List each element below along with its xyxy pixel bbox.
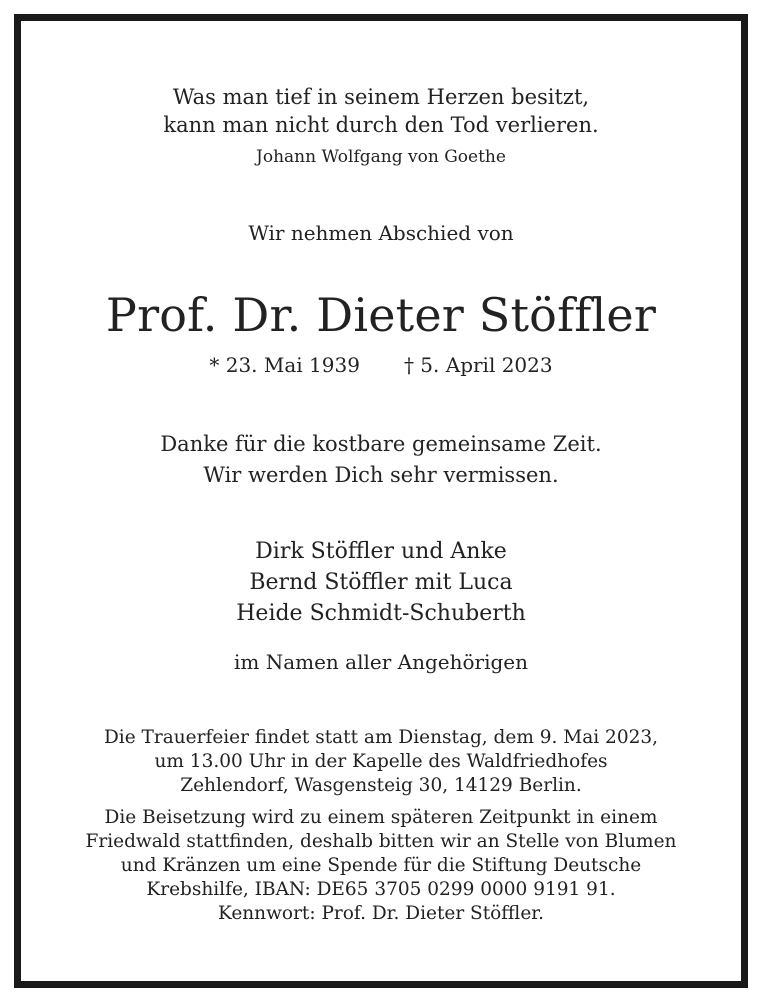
thanks-line: Wir werden Dich sehr vermissen. <box>203 463 559 487</box>
ceremony-line: um 13.00 Uhr in der Kapelle des Waldfriedhofes <box>154 751 608 772</box>
deceased-name: Prof. Dr. Dieter Stöffler <box>105 288 657 342</box>
birth-date: * 23. Mai 1939 <box>209 353 360 377</box>
mourners-list <box>21 536 741 629</box>
burial-line: Krebshilfe, IBAN: DE65 3705 0299 0000 9191 91. <box>146 879 616 900</box>
mourner-name: Heide Schmidt-Schuberth <box>236 601 526 626</box>
ceremony-info <box>21 726 741 798</box>
mourner-name: Dirk Stöffler und Anke <box>255 539 507 564</box>
on-behalf-text: im Namen aller Angehörigen <box>233 650 528 674</box>
thanks-text <box>21 429 741 491</box>
death-date: † 5. April 2023 <box>403 353 553 377</box>
goethe-quote <box>21 83 741 139</box>
burial-line: und Kränzen um eine Spende für die Stiftung Deutsche <box>120 855 642 876</box>
burial-line: Kennwort: Prof. Dr. Dieter Stöffler. <box>218 903 544 924</box>
quote-line: kann man nicht durch den Tod verlieren. <box>163 113 599 137</box>
ceremony-line: Die Trauerfeier findet statt am Dienstag, dem 9. Mai 2023, <box>103 727 659 748</box>
quote-line: Was man tief in seinem Herzen besitzt, <box>172 85 590 109</box>
burial-line: Friedwald stattfinden, deshalb bitten wir an Stelle von Blumen <box>85 831 677 852</box>
life-dates <box>21 351 741 379</box>
burial-line: Die Beisetzung wird zu einem späteren Zeitpunkt in einem <box>104 807 658 828</box>
quote-author: Johann Wolfgang von Goethe <box>256 147 506 167</box>
obituary-frame <box>14 14 748 988</box>
thanks-line: Danke für die kostbare gemeinsame Zeit. <box>160 432 602 456</box>
burial-info <box>21 806 741 926</box>
farewell-heading: Wir nehmen Abschied von <box>248 221 514 245</box>
mourner-name: Bernd Stöffler mit Luca <box>249 570 513 595</box>
ceremony-line: Zehlendorf, Wasgensteig 30, 14129 Berlin. <box>180 775 582 796</box>
